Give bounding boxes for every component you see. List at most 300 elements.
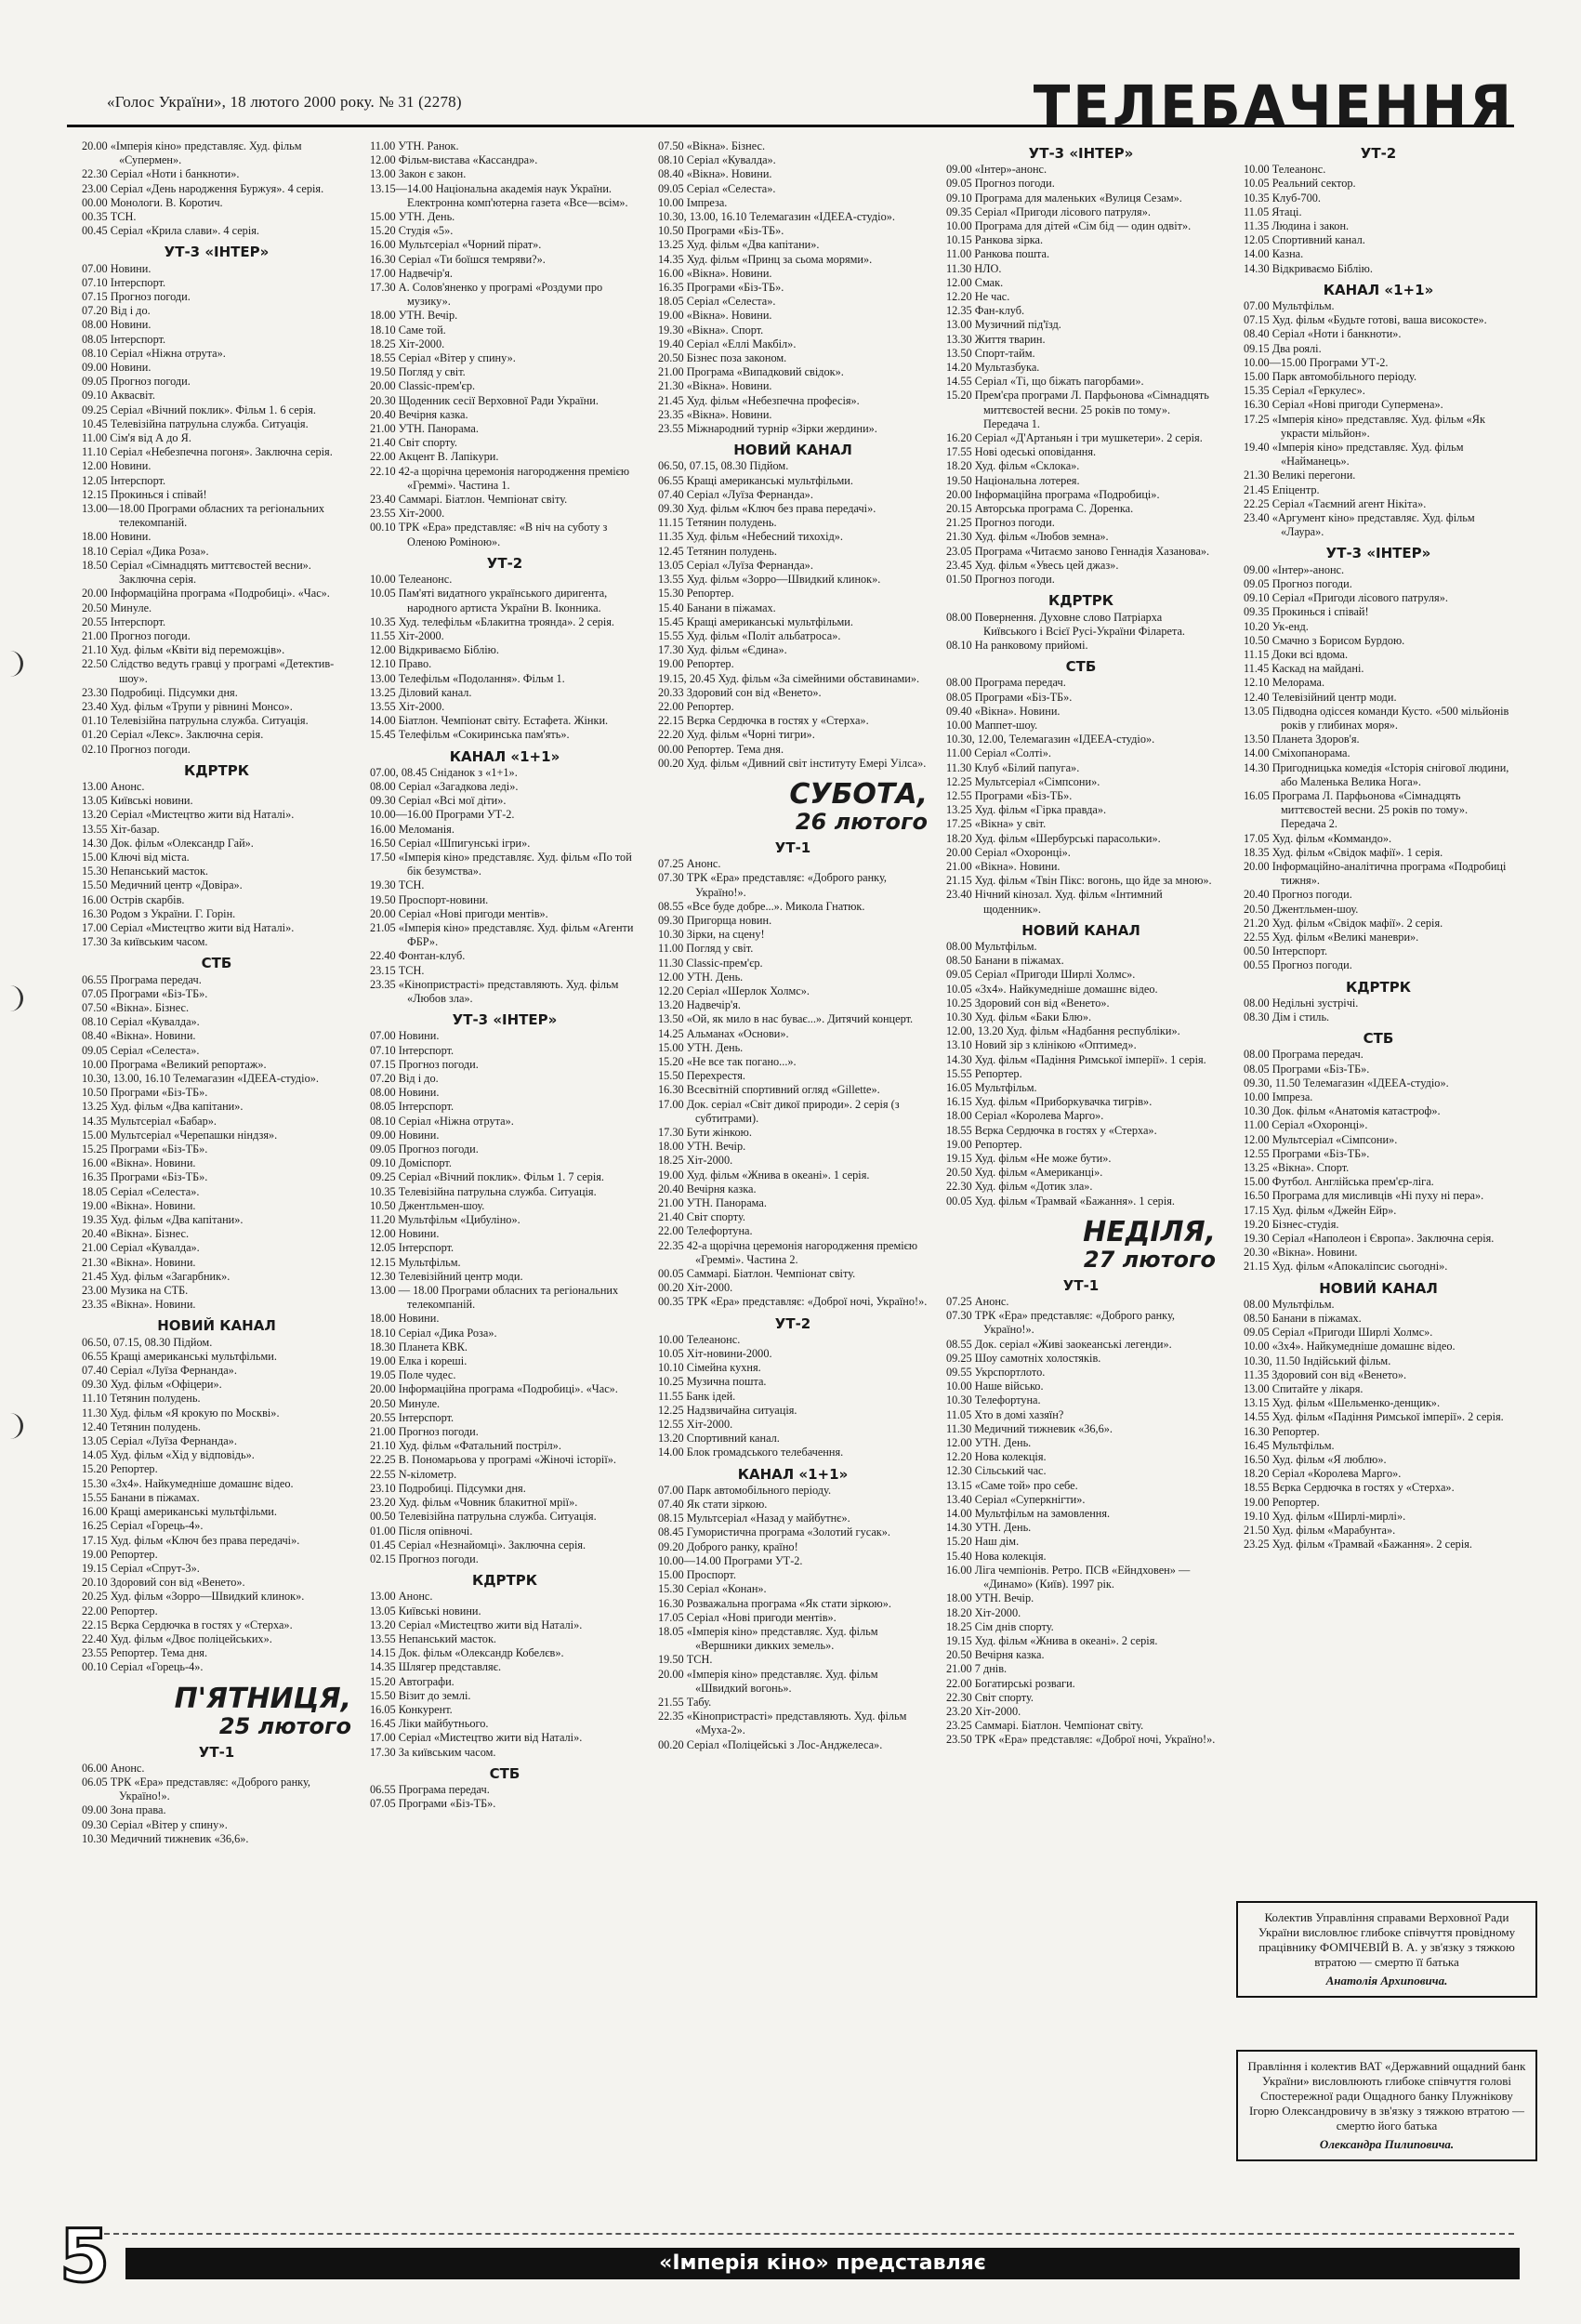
section-title: ТЕЛЕБАЧЕННЯ [1033,73,1514,139]
program-entry: 10.00—14.00 Програми УТ-2. [658,1553,803,1567]
program-entry: 21.00 Серіал «Кувалда». [82,1241,200,1255]
program-entry: 12.00 Відкриваємо Біблію. [370,643,499,657]
program-entry: 00.45 Серіал «Крила слави». 4 серія. [82,224,259,238]
program-entry: 21.00 «Вікна». Новини. [946,859,1061,873]
program-entry: 08.40 Серіал «Ноти і банкноти». [1244,327,1402,341]
program-entry: 19.20 Бізнес-студія. [1244,1217,1339,1231]
program-entry: 08.45 Гумористична програма «Золотий гусак». [658,1525,890,1539]
program-entry: 08.40 «Вікна». Новини. [82,1029,196,1043]
program-entry: 09.25 Серіал «Вічний поклик». Фільм 1. 6 серія. [82,403,316,416]
program-entry: 07.00 Парк автомобільного періоду. [658,1483,832,1497]
program-entry: 08.10 Серіал «Ніжна отрута». [370,1114,514,1128]
program-entry: 08.10 Серіал «Кувалда». [658,153,776,167]
program-entry: 16.45 Ліки майбутнього. [370,1717,489,1731]
program-entry: 21.00 УТН. Панорама. [658,1196,767,1210]
program-entry: 20.00 Серіал «Нові пригоди ментів». [370,906,548,920]
program-entry: 07.40 Серіал «Луїза Фернанда». [658,487,813,501]
program-entry: 10.00 «3х4». Найкумедніше домашнє відео. [1244,1340,1456,1353]
program-entry: 10.10 Сімейна кухня. [658,1361,761,1375]
program-entry: 17.30 А. Солов'яненко у програмі «Роздуми про музику». [370,281,603,309]
program-entry: 15.00 Ключі від міста. [82,850,190,864]
program-entry: 12.00 Смак. [946,275,1004,289]
program-entry: 08.00 Новини. [370,1086,440,1100]
program-entry: 20.50 Вечірня казка. [946,1648,1045,1662]
program-entry: 21.20 Худ. фільм «Свідок мафії». 2 серія. [1244,916,1443,930]
program-entry: 12.55 Програми «Біз-ТБ». [946,788,1073,802]
program-entry: 15.25 Програми «Біз-ТБ». [82,1142,208,1156]
program-entry: 20.50 Минуле. [370,1396,441,1410]
day-heading [658,777,928,835]
program-entry: 07.25 Анонс. [658,857,721,871]
program-entry: 00.20 Серіал «Поліцейські з Лос-Анджелеса». [658,1737,883,1751]
program-entry: 13.50 Спорт-тайм. [946,346,1035,360]
schedule-column-1 [82,139,351,1846]
program-entry: 10.00 Наше військо. [946,1380,1044,1393]
program-entry: 12.00, 13.20 Худ. фільм «Надбання республіки». [946,1024,1180,1038]
program-entry: 20.00 «Імперія кіно» представляє. Худ. фільм «Швидкий вогонь». [658,1667,878,1695]
program-entry: 16.00 Мультсеріал «Чорний пірат». [370,238,542,252]
program-entry: 22.20 Худ. фільм «Чорні тигри». [658,728,815,742]
program-entry: 19.00 Репортер. [946,1137,1022,1151]
program-entry: 12.35 Фан-клуб. [946,304,1025,318]
program-entry: 14.00 Мультфільм на замовлення. [946,1507,1111,1521]
program-entry: 15.00 УТН. День. [658,1040,744,1054]
program-entry: 23.20 Хіт-2000. [946,1704,1021,1718]
program-entry: 16.00 «Вікна». Новини. [82,1156,196,1170]
program-entry: 17.00 Док. серіал «Світ дикої природи». 2 серія (з субтитрами). [658,1097,900,1125]
program-entry: 20.40 Прогноз погоди. [1244,888,1352,902]
program-entry: 21.00 УТН. Панорама. [370,422,479,436]
program-entry: 00.50 Телевізійна патрульна служба. Ситуація. [370,1510,597,1524]
program-entry: 09.05 Прогноз погоди. [946,177,1055,191]
channel-heading: НОВИЙ КАНАЛ [157,1317,276,1335]
program-entry: 15.00 Парк автомобільного періоду. [1244,370,1417,384]
program-entry: 13.55 Худ. фільм «Зорро—Швидкий клинок». [658,573,881,587]
program-entry: 17.30 За київським часом. [82,935,208,949]
program-entry: 20.55 Інтерспорт. [82,614,166,628]
program-entry: 12.40 Телевізійний центр моди. [1244,690,1397,704]
program-entry: 13.05 Київські новини. [370,1604,481,1618]
channel-heading: УТ-2 [486,554,523,572]
program-entry: 08.50 Банани в піжамах. [1244,1312,1362,1326]
program-entry: 09.30 Худ. фільм «Офіцери». [82,1378,222,1392]
program-entry: 12.00 Новини. [82,459,152,473]
program-entry: 17.05 Худ. фільм «Коммандо». [1244,831,1392,845]
day-heading [946,1215,1216,1273]
program-entry: 20.55 Інтерспорт. [370,1410,455,1424]
program-entry: 10.30 Худ. фільм «Баки Блю». [946,1010,1092,1023]
program-entry: 21.40 Світ спорту. [370,436,457,450]
program-entry: 18.25 Хіт-2000. [370,337,445,350]
program-entry: 15.30 Серіал «Конан». [658,1582,767,1596]
publication-line: «Голос України», 18 лютого 2000 року. № 31 (2278) [107,93,462,111]
program-entry: 12.15 Прокинься і співай! [82,487,207,501]
program-entry: 10.50 Джентльмен-шоу. [370,1198,485,1212]
program-entry: 13.00 Анонс. [370,1590,433,1604]
binding-hole-mark [0,985,23,1011]
program-entry: 11.30 НЛО. [946,261,1002,275]
program-entry: 19.35 Худ. фільм «Два капітани». [82,1213,244,1227]
program-entry: 00.35 ТРК «Ера» представляє: «Доброї ночі, Україно!». [658,1295,928,1309]
channel-heading: УТ-1 [1062,1276,1100,1294]
program-entry: 08.00 Недільні зустрічі. [1244,996,1359,1010]
program-entry: 14.30 Худ. фільм «Падіння Римської імперії». 1 серія. [946,1052,1206,1066]
program-entry: 00.00 Репортер. Тема дня. [658,742,784,756]
program-entry: 18.20 Худ. фільм «Шербурські парасольки». [946,831,1161,845]
program-entry: 01.00 Після опівночі. [370,1524,473,1538]
program-entry: 21.00 7 днів. [946,1662,1008,1676]
schedule-column-5 [1244,139,1513,1552]
program-entry: 22.00 Телефортуна. [658,1224,753,1238]
program-entry: 10.05 Пам'яті видатного українського диригента, народного артиста України В. Іконника. [370,587,608,614]
program-entry: 21.30 «Вікна». Новини. [82,1255,196,1269]
program-entry: 00.20 Хіт-2000. [658,1281,733,1295]
program-entry: 18.20 Серіал «Королева Марго». [1244,1467,1402,1481]
program-entry: 18.00 Серіал «Королева Марго». [946,1109,1104,1123]
program-entry: 09.55 Укрспортлото. [946,1366,1046,1380]
program-entry: 10.50 Програми «Біз-ТБ». [82,1086,208,1100]
program-entry: 11.55 Банк ідей. [658,1389,736,1403]
program-entry: 08.15 Мультсеріал «Назад у майбутнє». [658,1512,850,1525]
program-entry: 10.30 Зірки, на сцену! [658,928,765,942]
program-entry: 16.00 «Вікна». Новини. [658,266,772,280]
program-entry: 07.10 Інтерспорт. [82,275,166,289]
program-entry: 11.00 Погляд у світ. [658,942,754,956]
channel-heading: СТБ [489,1764,520,1782]
program-entry: 15.45 Телефільм «Сокиринська пам'ять». [370,728,570,742]
program-entry: 13.00 Спитайте у лікаря. [1244,1382,1364,1396]
program-entry: 12.00 Новини. [370,1227,440,1241]
program-entry: 06.55 Програма передач. [82,972,202,986]
program-entry: 12.20 Нова колекція. [946,1450,1047,1464]
program-entry: 19.00 «Вікна». Новини. [658,309,772,323]
channel-heading: НОВИЙ КАНАЛ [1021,921,1140,939]
program-entry: 20.40 Вечірня казка. [658,1182,757,1195]
program-entry: 10.30, 13.00, 16.10 Телемагазин «ІДЕЕА-студіо». [658,210,895,224]
program-entry: 22.00 Акцент В. Лапікури. [370,450,499,464]
program-entry: 20.50 Минуле. [82,601,152,614]
program-entry: 01.45 Серіал «Незнайомці». Заключна серія. [370,1538,586,1552]
program-entry: 16.30 Серіал «Нові пригоди Супермена». [1244,398,1443,412]
program-entry: 20.00 Classic-прем'єр. [370,379,476,393]
day-date: 25 лютого [218,1712,351,1739]
program-entry: 23.55 Міжнародний турнір «Зірки жердини». [658,422,877,436]
program-entry: 23.55 Хіт-2000. [370,507,445,521]
program-entry: 15.00 Футбол. Англійська прем'єр-ліга. [1244,1175,1434,1189]
day-name: П'ЯТНИЦЯ, [174,1682,351,1715]
program-entry: 23.25 Худ. фільм «Трамвай «Бажання». 2 серія. [1244,1538,1472,1552]
program-entry: 20.40 Вечірня казка. [370,407,468,421]
program-entry: 09.05 Серіал «Пригоди Ширлі Холмс». [946,968,1136,982]
day-heading [82,1684,351,1738]
program-entry: 14.35 Худ. фільм «Принц за сьома морями». [658,252,873,266]
program-entry: 08.00 Повернення. Духовне слово Патріарха Київського і Всієї Русі-України Філарета. [946,610,1185,638]
program-entry: 18.55 Вєрка Сердючка в гостях у «Стерха». [1244,1481,1455,1495]
program-entry: 13.25 Худ. фільм «Два капітани». [658,238,820,252]
channel-heading: УТ-1 [774,838,811,856]
program-entry: 21.50 Худ. фільм «Марабунта». [1244,1524,1396,1538]
program-entry: 09.40 «Вікна». Новини. [946,704,1061,718]
program-entry: 16.15 Худ. фільм «Приборкувачка тигрів». [946,1095,1153,1109]
program-entry: 12.00 Фільм-вистава «Кассандра». [370,153,538,167]
notice-text: Правління і колектив ВАТ «Державний ощадний банк України» висловлюють глибоке співчуття голові Спостережної ради Ощадного банку Плужнікову Ігорю Олександровичу в зв'язку з тяжкою втратою — смертю його батька [1247,2059,1526,2133]
program-entry: 09.35 Серіал «Пригоди лісового патруля». [946,205,1151,218]
program-entry: 10.00 Телеанонс. [1244,163,1326,177]
condolence-notice-1 [1236,1901,1537,1998]
program-entry: 10.50 Програми «Біз-ТБ». [658,224,784,238]
program-entry: 11.30 Медичний тижневик «36,6». [946,1421,1113,1435]
program-entry: 11.00 Сім'я від А до Я. [82,431,191,445]
program-entry: 14.20 Мультазбука. [946,361,1040,375]
program-entry: 08.00 Новини. [82,318,152,332]
program-entry: 16.05 Програма Л. Парфьонова «Сімнадцять миттєвостей весни. 25 років по тому». Передача 2. [1244,788,1469,831]
program-entry: 09.00 Новини. [82,361,152,375]
program-entry: 14.00 Казна. [1244,247,1304,261]
program-entry: 12.05 Спортивний канал. [1244,233,1365,247]
program-entry: 06.55 Кращі американські мультфільми. [82,1349,277,1363]
program-entry: 00.55 Прогноз погоди. [1244,958,1352,972]
program-entry: 00.05 Худ. фільм «Трамвай «Бажання». 1 серія. [946,1194,1175,1208]
program-entry: 16.50 Програма для мисливців «Ні пуху ні пера». [1244,1189,1484,1203]
program-entry: 23.20 Худ. фільм «Човник блакитної мрії». [370,1496,578,1510]
program-entry: 15.55 Худ. фільм «Політ альбатроса». [658,628,841,642]
program-entry: 08.30 Дім і стиль. [1244,1010,1330,1023]
program-entry: 08.10 Серіал «Кувалда». [82,1015,200,1029]
program-entry: 17.30 Бути жінкою. [658,1126,752,1139]
program-entry: 13.20 Надвечір'я. [658,998,741,1012]
program-entry: 07.00, 08.45 Сніданок з «1+1». [370,765,518,779]
program-entry: 16.05 Конкурент. [370,1702,453,1716]
program-entry: 18.55 Серіал «Вітер у спину». [370,351,516,365]
program-entry: 10.00 Маппет-шоу. [946,718,1038,732]
program-entry: 12.30 Сільський час. [946,1464,1047,1478]
program-entry: 18.20 Хіт-2000. [946,1605,1021,1619]
notice-signature: Олександра Пилиповича. [1319,2137,1455,2151]
program-entry: 16.30 Серіал «Ти боїшся темряви?». [370,252,546,266]
channel-heading: КАНАЛ «1+1» [1323,281,1434,298]
program-entry: 19.00 Репортер. [658,657,734,671]
program-entry: 19.15 Серіал «Спрут-3». [82,1561,200,1575]
program-entry: 08.55 Док. серіал «Живі заокеанські легенди». [946,1337,1172,1351]
program-entry: 16.00 Меломанія. [370,822,455,836]
program-entry: 13.15 «Саме той» про себе. [946,1478,1078,1492]
program-entry: 14.55 Серіал «Ті, що біжать пагорбами». [946,375,1144,389]
program-entry: 13.00 Анонс. [82,779,145,793]
program-entry: 12.10 Мелорама. [1244,676,1325,690]
program-entry: 21.30 Худ. фільм «Любов земна». [946,530,1109,544]
program-entry: 20.15 Авторська програма С. Доренка. [946,502,1134,516]
program-entry: 15.35 Серіал «Геркулес». [1244,384,1365,398]
program-entry: 12.10 Право. [370,657,432,671]
program-entry: 23.40 «Аргумент кіно» представляє. Худ. фільм «Лаура». [1244,511,1475,539]
program-entry: 19.05 Поле чудес. [370,1368,456,1382]
program-entry: 18.00 УТН. Вечір. [658,1140,746,1154]
program-entry: 20.00 Серіал «Охоронці». [946,845,1071,859]
program-entry: 08.40 «Вікна». Новини. [658,167,772,181]
program-entry: 15.30 Непанський масток. [82,865,208,878]
program-entry: 16.35 Програми «Біз-ТБ». [658,281,784,295]
program-entry: 19.30 «Вікна». Спорт. [658,323,764,337]
program-entry: 18.00 УТН. Вечір. [370,309,458,323]
program-entry: 21.10 Худ. фільм «Квіти від переможців». [82,643,285,657]
program-entry: 19.00 Репортер. [82,1547,158,1561]
program-entry: 21.40 Світ спорту. [658,1210,745,1224]
program-entry: 15.20 Репортер. [82,1462,158,1476]
program-entry: 19.00 «Вікна». Новини. [82,1198,196,1212]
program-entry: 23.40 Худ. фільм «Трупи у рівнині Монсо». [82,699,293,713]
program-entry: 13.50 «Ой, як мило в нас буває...». Дитячий концерт. [658,1012,914,1026]
notice-text: Колектив Управління справами Верховної Ради України висловлює глибоке співчуття провідному працівнику ФОМІЧЕВІЙ В. А. у зв'язку з тяжкою втратою — смертю її батька [1258,1910,1516,1969]
program-entry: 23.30 Подробиці. Підсумки дня. [82,685,238,699]
program-entry: 06.50, 07.15, 08.30 Підйом. [82,1335,213,1349]
program-entry: 19.00 Худ. фільм «Жнива в океані». 1 серія. [658,1168,870,1182]
program-entry: 19.50 Національна лотерея. [946,473,1080,487]
program-entry: 16.30 Розважальна програма «Як стати зіркою». [658,1596,891,1610]
program-entry: 17.15 Худ. фільм «Ключ без права передачі». [82,1533,300,1547]
program-entry: 23.35 «Вікна». Новини. [82,1298,196,1312]
program-entry: 10.05 Хіт-новини-2000. [658,1347,772,1361]
program-entry: 21.15 Худ. фільм «Твін Пікс: вогонь, що йде за мною». [946,874,1212,888]
program-entry: 21.45 Худ. фільм «Небезпечна професія». [658,393,860,407]
program-entry: 00.20 Худ. фільм «Дивний світ інституту Емері Уілса». [658,756,927,770]
program-entry: 10.35 Телевізійна патрульна служба. Ситуація. [370,1184,597,1198]
program-entry: 12.40 Тетянин полудень. [82,1419,201,1433]
program-entry: 14.30 УТН. День. [946,1521,1032,1535]
program-entry: 13.05 Київські новини. [82,794,193,808]
program-entry: 07.00 Мультфільм. [1244,299,1335,313]
program-entry: 15.55 Банани в піжамах. [82,1490,200,1504]
program-entry: 09.05 Прогноз погоди. [1244,576,1352,590]
program-entry: 18.00 УТН. Вечір. [946,1591,1034,1605]
program-entry: 18.10 Саме той. [370,323,446,337]
program-entry: 14.35 Шлягер представляє. [370,1660,502,1674]
program-entry: 07.50 «Вікна». Бізнес. [82,1000,190,1014]
program-entry: 19.50 ТСН. [658,1653,713,1667]
program-entry: 15.20 Студія «5». [370,224,454,238]
program-entry: 12.00 УТН. День. [658,970,744,984]
program-entry: 23.25 Саммарі. Біатлон. Чемпіонат світу. [946,1719,1144,1733]
program-entry: 07.25 Анонс. [946,1295,1009,1309]
program-entry: 20.30 Щоденник сесії Верховної Ради України. [370,393,599,407]
program-entry: 10.30, 11.50 Індійський фільм. [1244,1353,1391,1367]
program-entry: 14.55 Худ. фільм «Падіння Римської імперії». 2 серія. [1244,1410,1504,1424]
channel-heading: УТ-1 [198,1743,235,1761]
program-entry: 11.10 Серіал «Небезпечна погоня». Заключна серія. [82,445,333,459]
program-entry: 15.30 Репортер. [658,587,734,601]
program-entry: 18.25 Хіт-2000. [658,1154,733,1168]
program-entry: 01.50 Прогноз погоди. [946,573,1055,587]
program-entry: 10.00—16.00 Програми УТ-2. [370,808,515,822]
program-entry: 17.50 «Імперія кіно» представляє. Худ. фільм «По той бік безумства». [370,850,632,878]
program-entry: 13.15 Худ. фільм «Шельменко-денщик». [1244,1396,1441,1410]
program-entry: 15.20 Автографи. [370,1674,455,1688]
header-divider [67,125,1514,127]
program-entry: 00.05 Саммарі. Біатлон. Чемпіонат світу. [658,1267,856,1281]
program-entry: 19.40 Серіал «Еллі Макбіл». [658,337,797,350]
program-entry: 09.35 Прокинься і співай! [1244,605,1369,619]
program-entry: 13.20 Спортивний канал. [658,1432,780,1446]
program-entry: 13.25 Худ. фільм «Два капітани». [82,1100,244,1114]
program-entry: 22.15 Вєрка Сердючка в гостях у «Стерха». [82,1618,293,1631]
program-entry: 09.05 Прогноз погоди. [370,1142,479,1156]
program-entry: 22.00 Богатирські розваги. [946,1676,1075,1690]
program-entry: 22.35 «Кінопристрасті» представляють. Худ. фільм «Муха-2». [658,1710,907,1737]
program-entry: 15.20 «Не все так погано...». [658,1054,797,1068]
program-entry: 07.50 «Вікна». Бізнес. [658,139,766,152]
program-entry: 10.35 Клуб-700. [1244,191,1321,205]
program-entry: 19.10 Худ. фільм «Ширлі-мирлі». [1244,1509,1406,1523]
program-entry: 07.30 ТРК «Ера» представляє: «Доброго ранку, Україно!». [946,1309,1175,1337]
footer-divider [67,2233,1514,2235]
program-entry: 22.35 42-а щорічна церемонія нагородження премією «Греммі». Частина 2. [658,1238,918,1266]
program-entry: 11.05 Хто в домі хазяїн? [946,1407,1064,1421]
program-entry: 13.05 Серіал «Луїза Фернанда». [658,558,813,572]
program-entry: 08.05 Інтерспорт. [82,332,166,346]
page-number: 5 [59,2215,111,2299]
channel-heading: СТБ [1065,658,1097,676]
day-date: 27 лютого [1083,1246,1216,1273]
channel-heading: НОВИЙ КАНАЛ [733,442,852,459]
program-entry: 23.45 Худ. фільм «Увесь цей джаз». [946,558,1119,572]
program-entry: 12.05 Інтерспорт. [82,473,166,487]
channel-heading: СТБ [201,955,232,972]
program-entry: 09.05 Серіал «Пригоди Ширлі Холмс». [1244,1326,1433,1340]
program-entry: 22.25 В. Пономарьова у програмі «Жіночі історії». [370,1453,616,1467]
program-entry: 20.50 Джентльмен-шоу. [1244,902,1359,916]
program-entry: 11.20 Мультфільм «Цибуліно». [370,1213,520,1227]
program-entry: 00.10 Серіал «Горець-4». [82,1660,204,1674]
program-entry: 13.25 «Вікна». Спорт. [1244,1161,1350,1175]
binding-hole-mark [0,651,23,677]
program-entry: 12.00 Мультсеріал «Сімпсони». [1244,1132,1398,1146]
program-entry: 23.55 Репортер. Тема дня. [82,1646,208,1660]
program-entry: 19.50 Проспорт-новини. [370,892,489,906]
program-entry: 09.10 Аквасвіт. [82,389,155,403]
program-entry: 00.00 Монологи. В. Коротич. [82,195,223,209]
program-entry: 21.00 Програма «Випадковий свідок». [658,365,844,379]
program-entry: 00.10 ТРК «Ера» представляє: «В ніч на суботу з Оленою Роміною». [370,521,608,548]
program-entry: 13.15—14.00 Національна академія наук України. Електронна комп'ютерна газета «Все—всім». [370,181,628,209]
program-entry: 21.00 Прогноз погоди. [370,1425,479,1439]
program-entry: 16.00 Кращі американські мультфільми. [82,1505,277,1519]
program-entry: 07.20 Від і до. [82,304,151,318]
program-entry: 16.50 Худ. фільм «Я люблю». [1244,1453,1387,1467]
program-entry: 19.30 ТСН. [370,878,425,892]
program-entry: 09.10 Серіал «Пригоди лісового патруля». [1244,591,1448,605]
program-entry: 16.45 Мультфільм. [1244,1438,1335,1452]
program-entry: 14.00 Сміхопанорама. [1244,746,1350,760]
program-entry: 23.35 «Кінопристрасті» представляють. Худ. фільм «Любов зла». [370,977,619,1005]
program-entry: 11.05 Ятаці. [1244,205,1302,218]
program-entry: 08.00 Мультфільм. [946,939,1037,953]
program-entry: 10.30 Телефортуна. [946,1393,1041,1407]
program-entry: 12.25 Мультсеріал «Сімпсони». [946,774,1100,788]
program-entry: 22.30 Світ спорту. [946,1690,1034,1704]
program-entry: 12.55 Хіт-2000. [658,1418,733,1432]
program-entry: 06.00 Анонс. [82,1761,145,1775]
program-entry: 11.35 Худ. фільм «Небесний тихохід». [658,530,843,544]
program-entry: 07.10 Інтерспорт. [370,1043,455,1057]
program-entry: 19.00 Репортер. [1244,1495,1320,1509]
channel-heading: КАНАЛ «1+1» [737,1465,849,1483]
program-entry: 09.30 Пригорща новин. [658,913,772,927]
day-date: 26 лютого [795,808,928,835]
program-entry: 13.00 — 18.00 Програми обласних та регіональних телекомпаній. [370,1284,619,1312]
program-entry: 09.20 Доброго ранку, країно! [658,1539,798,1553]
program-entry: 13.25 Діловий канал. [370,685,472,699]
program-entry: 09.10 Програма для маленьких «Вулиця Сезам». [946,191,1182,205]
channel-heading: КДРТРК [471,1572,538,1590]
